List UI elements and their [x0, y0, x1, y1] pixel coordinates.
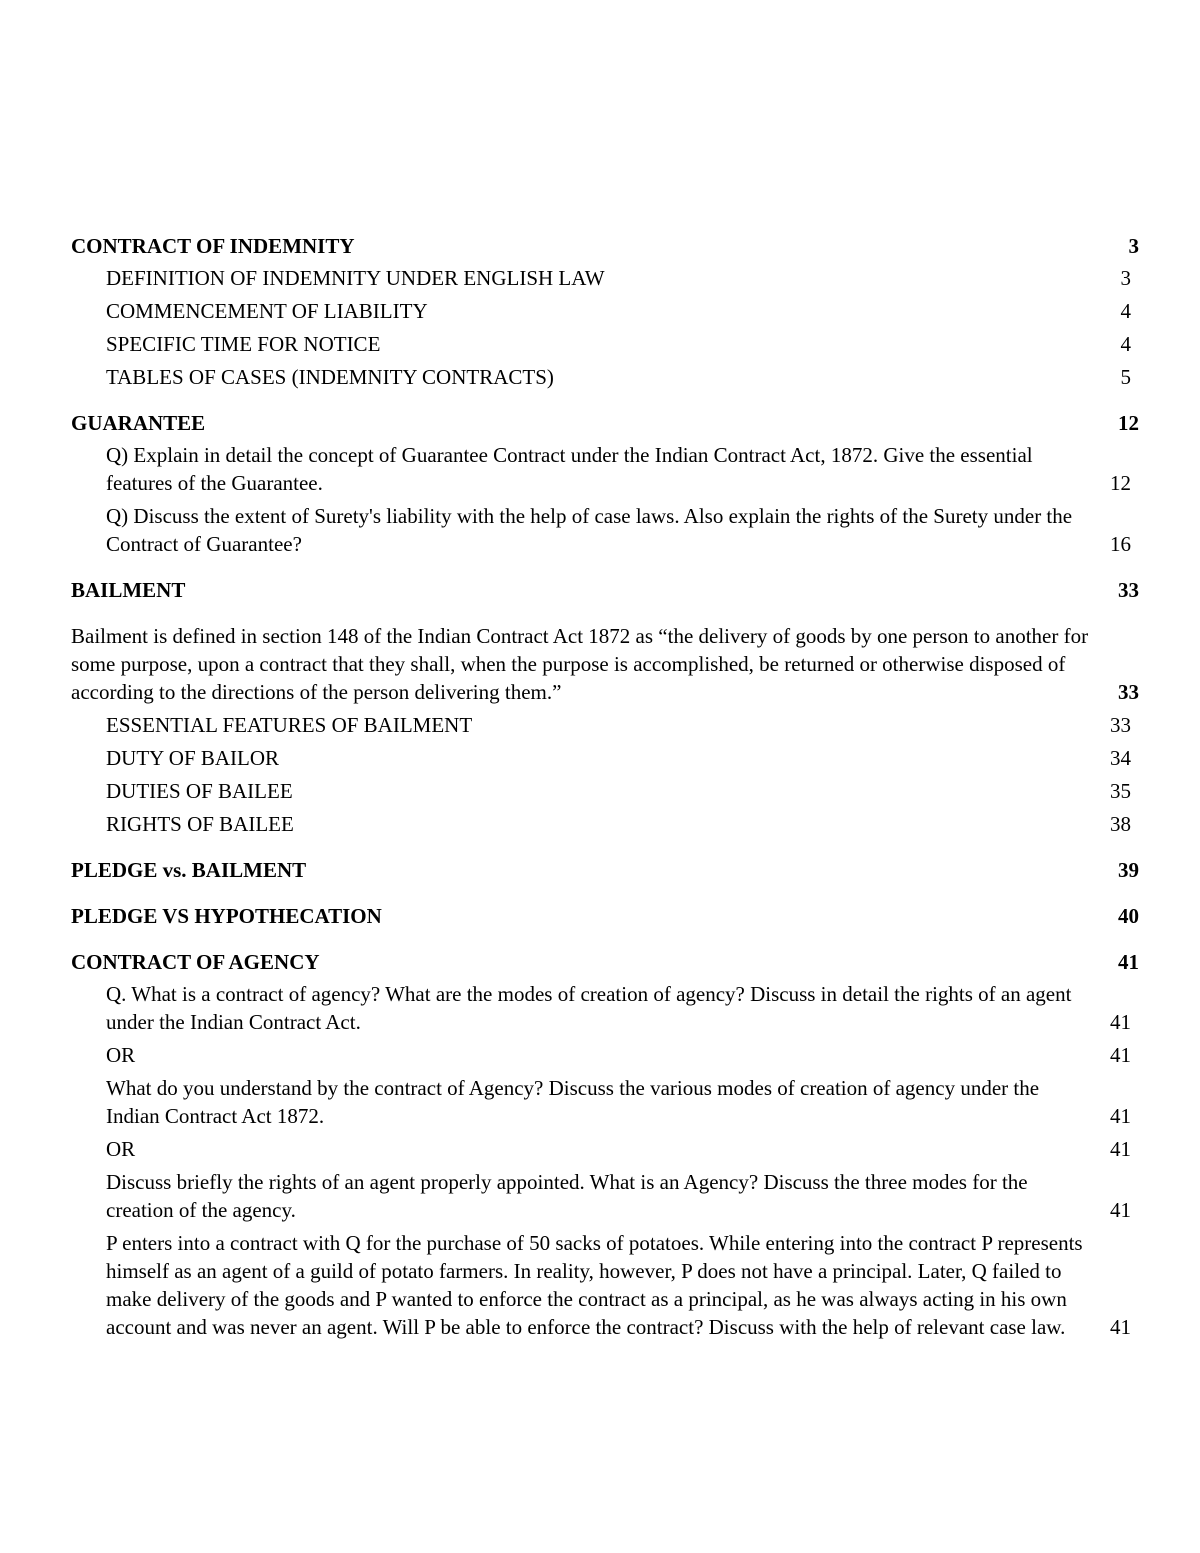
toc-entry-specific-time-for-notice[interactable]	[71, 330, 1139, 358]
toc-entry-title: RIGHTS OF BAILEE	[106, 812, 294, 836]
toc-entry-page: 5	[1120, 365, 1131, 389]
toc-entry-page: 40	[1118, 904, 1139, 928]
toc-entry-bailment-definition[interactable]	[71, 622, 1139, 706]
toc-entry-title: GUARANTEE	[71, 411, 206, 435]
toc-entry-or-2[interactable]	[71, 1135, 1139, 1163]
toc-entry-guarantee-question-2[interactable]	[71, 502, 1139, 558]
toc-entry-pledge-vs-hypothecation[interactable]	[71, 902, 1139, 930]
toc-entry-essential-features-of-bailment[interactable]	[71, 711, 1139, 739]
toc-entry-page: 12	[1118, 411, 1139, 435]
toc-entry-title: Q. What is a contract of agency? What are the modes of creation of agency? Discuss in detail the rights of an agent under the Indian Contract Act.	[106, 982, 1072, 1034]
toc-entry-page: 4	[1120, 332, 1131, 356]
table-of-contents	[71, 232, 1139, 1341]
toc-entry-page: 38	[1110, 812, 1131, 836]
toc-entry-title: Discuss briefly the rights of an agent properly appointed. What is an Agency? Discuss the three modes for the creation of the agency.	[106, 1170, 1028, 1222]
toc-entry-page: 41	[1110, 1137, 1131, 1161]
toc-entry-page: 41	[1110, 1010, 1131, 1034]
toc-entry-duty-of-bailor[interactable]	[71, 744, 1139, 772]
toc-entry-rights-of-bailee[interactable]	[71, 810, 1139, 838]
toc-entry-page: 4	[1120, 299, 1131, 323]
toc-entry-agency-question-2[interactable]	[71, 1074, 1139, 1130]
toc-entry-title: P enters into a contract with Q for the purchase of 50 sacks of potatoes. While entering into the contract P represents himself as an agent of a guild of potato farmers. In reality, however, P does not have a principal. Later, Q failed to make delivery of the goods and P wanted to enforce the contract as a principal, as he was always acting in his own account and was never an agent. Will P be able to enforce the contract? Discuss with the help of relevant case law.	[106, 1231, 1083, 1339]
toc-entry-page: 41	[1118, 950, 1139, 974]
toc-entry-page: 39	[1118, 858, 1139, 882]
toc-entry-title: OR	[106, 1043, 136, 1067]
toc-entry-title: ESSENTIAL FEATURES OF BAILMENT	[106, 713, 473, 737]
toc-entry-title: PLEDGE VS HYPOTHECATION	[71, 904, 382, 928]
toc-entry-title: CONTRACT OF AGENCY	[71, 950, 320, 974]
toc-entry-title: DUTY OF BAILOR	[106, 746, 280, 770]
toc-entry-page: 33	[1118, 680, 1139, 704]
toc-entry-page: 35	[1110, 779, 1131, 803]
toc-entry-bailment[interactable]	[71, 576, 1139, 604]
toc-entry-page: 41	[1110, 1043, 1131, 1067]
toc-entry-page: 3	[1128, 234, 1139, 258]
toc-entry-title: TABLES OF CASES (INDEMNITY CONTRACTS)	[106, 365, 554, 389]
toc-entry-duties-of-bailee[interactable]	[71, 777, 1139, 805]
toc-entry-title: DEFINITION OF INDEMNITY UNDER ENGLISH LAW	[106, 266, 605, 290]
toc-entry-page: 12	[1110, 471, 1131, 495]
toc-entry-title: Q) Discuss the extent of Surety's liability with the help of case laws. Also explain the rights of the Surety under the Contract of Guarantee?	[106, 504, 1073, 556]
toc-entry-guarantee[interactable]	[71, 409, 1139, 437]
toc-entry-guarantee-question-1[interactable]	[71, 441, 1139, 497]
toc-entry-title: CONTRACT OF INDEMNITY	[71, 234, 355, 258]
toc-entry-page: 16	[1110, 532, 1131, 556]
toc-entry-page: 41	[1110, 1315, 1131, 1339]
toc-entry-tables-of-cases[interactable]	[71, 363, 1139, 391]
toc-entry-page: 3	[1120, 266, 1131, 290]
toc-entry-page: 41	[1110, 1198, 1131, 1222]
toc-entry-or-1[interactable]	[71, 1041, 1139, 1069]
toc-entry-contract-of-indemnity[interactable]	[71, 232, 1139, 260]
toc-entry-title: PLEDGE vs. BAILMENT	[71, 858, 307, 882]
toc-entry-page: 33	[1110, 713, 1131, 737]
toc-entry-agency-problem[interactable]	[71, 1229, 1139, 1341]
toc-entry-title: Q) Explain in detail the concept of Guarantee Contract under the Indian Contract Act, 1872. Give the essential features of the Guarantee.	[106, 443, 1033, 495]
toc-entry-title: OR	[106, 1137, 136, 1161]
toc-entry-commencement-of-liability[interactable]	[71, 297, 1139, 325]
toc-entry-agency-question-3[interactable]	[71, 1168, 1139, 1224]
toc-entry-title: SPECIFIC TIME FOR NOTICE	[106, 332, 381, 356]
toc-entry-agency-question-1[interactable]	[71, 980, 1139, 1036]
toc-entry-title: BAILMENT	[71, 578, 186, 602]
toc-entry-title: COMMENCEMENT OF LIABILITY	[106, 299, 428, 323]
toc-entry-pledge-vs-bailment[interactable]	[71, 856, 1139, 884]
toc-entry-title: Bailment is defined in section 148 of the Indian Contract Act 1872 as “the delivery of goods by one person to another for some purpose, upon a contract that they shall, when the purpose is accomplished, be returned or otherwise disposed of according to the directions of the person delivering them.”	[71, 624, 1089, 704]
toc-entry-contract-of-agency[interactable]	[71, 948, 1139, 976]
toc-entry-definition-of-indemnity[interactable]	[71, 264, 1139, 292]
toc-entry-title: What do you understand by the contract of Agency? Discuss the various modes of creation of agency under the Indian Contract Act 1872.	[106, 1076, 1040, 1128]
toc-entry-page: 33	[1118, 578, 1139, 602]
toc-entry-page: 41	[1110, 1104, 1131, 1128]
toc-entry-page: 34	[1110, 746, 1131, 770]
toc-entry-title: DUTIES OF BAILEE	[106, 779, 293, 803]
